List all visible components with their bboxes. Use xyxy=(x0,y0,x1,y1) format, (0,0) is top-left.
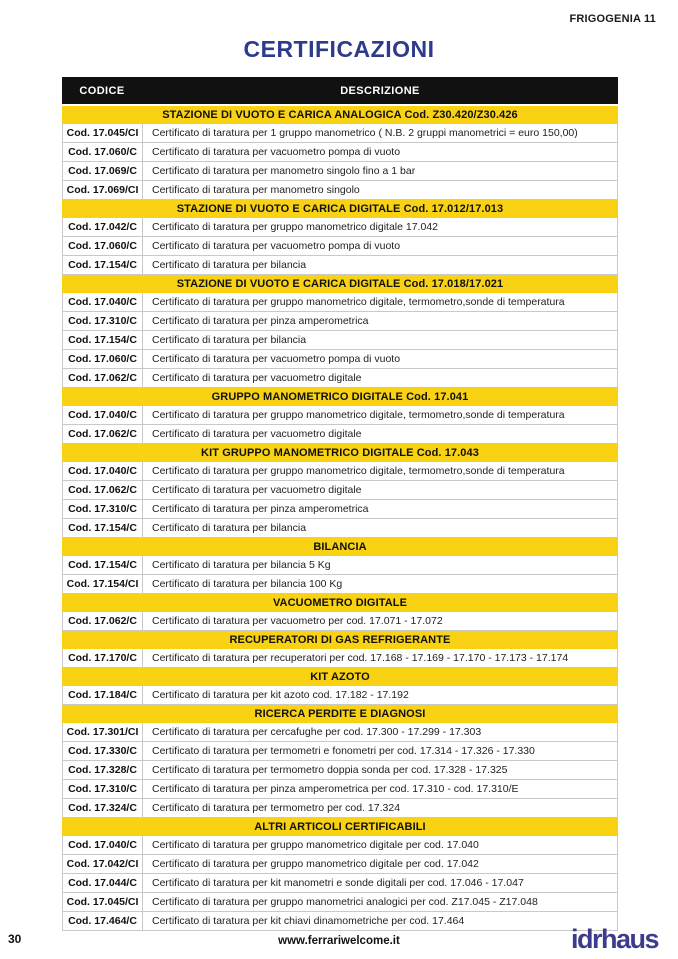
brand-header: FRIGOGENIA 11 xyxy=(569,13,656,25)
row-description: Certificato di taratura per pinza amperometrica xyxy=(152,503,369,515)
row-code: Cod. 17.042/CI xyxy=(63,855,143,873)
row-code: Cod. 17.184/C xyxy=(63,686,143,704)
table-row xyxy=(62,293,618,312)
table-row xyxy=(62,218,618,237)
row-code: Cod. 17.154/CI xyxy=(63,575,143,593)
section-header: KIT AZOTO xyxy=(62,668,618,686)
table-row xyxy=(62,312,618,331)
row-code: Cod. 17.062/C xyxy=(63,481,143,499)
row-description: Certificato di taratura per gruppo manometrico digitale per cod. 17.040 xyxy=(152,839,479,851)
row-description: Certificato di taratura per pinza amperometrica per cod. 17.310 - cod. 17.310/E xyxy=(152,783,519,795)
row-description: Certificato di taratura per vacuometro digitale xyxy=(152,484,362,496)
row-description: Certificato di taratura per gruppo manometrici analogici per cod. Z17.045 - Z17.048 xyxy=(152,896,538,908)
table-row xyxy=(62,742,618,761)
section-header: STAZIONE DI VUOTO E CARICA DIGITALE Cod. 17.012/17.013 xyxy=(62,200,618,218)
row-code: Cod. 17.040/C xyxy=(63,836,143,854)
section-header: RICERCA PERDITE E DIAGNOSI xyxy=(62,705,618,723)
row-description: Certificato di taratura per recuperatori per cod. 17.168 - 17.169 - 17.170 - 17.173 - 17.174 xyxy=(152,652,569,664)
row-code: Cod. 17.324/C xyxy=(63,799,143,817)
row-description: Certificato di taratura per bilancia xyxy=(152,334,307,346)
column-header-codice: CODICE xyxy=(79,84,125,97)
table-row xyxy=(62,181,618,200)
table-row xyxy=(62,723,618,742)
row-description: Certificato di taratura per 1 gruppo manometrico ( N.B. 2 gruppi manometrici = euro 150,00) xyxy=(152,127,578,139)
footer-url: www.ferrariwelcome.it xyxy=(278,935,400,947)
row-description: Certificato di taratura per bilancia xyxy=(152,259,307,271)
row-description: Certificato di taratura per vacuometro pompa di vuoto xyxy=(152,353,401,365)
row-code: Cod. 17.464/C xyxy=(63,912,143,930)
row-code: Cod. 17.062/C xyxy=(63,425,143,443)
row-description: Certificato di taratura per gruppo manometrico digitale, termometro,sonde di temperatura xyxy=(152,296,565,308)
row-description: Certificato di taratura per gruppo manometrico digitale per cod. 17.042 xyxy=(152,858,479,870)
table-row xyxy=(62,369,618,388)
row-description: Certificato di taratura per manometro singolo fino a 1 bar xyxy=(152,165,416,177)
row-code: Cod. 17.042/C xyxy=(63,218,143,236)
table-row xyxy=(62,780,618,799)
table-row xyxy=(62,350,618,369)
table-row xyxy=(62,799,618,818)
section-header: RECUPERATORI DI GAS REFRIGERANTE xyxy=(62,631,618,649)
row-code: Cod. 17.060/C xyxy=(63,350,143,368)
row-code: Cod. 17.040/C xyxy=(63,293,143,311)
row-description: Certificato di taratura per termometri e fonometri per cod. 17.314 - 17.326 - 17.330 xyxy=(152,745,535,757)
row-code: Cod. 17.069/C xyxy=(63,162,143,180)
row-description: Certificato di taratura per gruppo manometrico digitale 17.042 xyxy=(152,221,438,233)
table-header-row xyxy=(62,77,618,104)
row-code: Cod. 17.069/CI xyxy=(63,181,143,199)
row-code: Cod. 17.045/CI xyxy=(63,124,143,142)
row-code: Cod. 17.040/C xyxy=(63,406,143,424)
table-body xyxy=(62,106,618,931)
table-row xyxy=(62,874,618,893)
row-code: Cod. 17.154/C xyxy=(63,519,143,537)
certifications-table xyxy=(62,77,618,931)
row-description: Certificato di taratura per vacuometro digitale xyxy=(152,372,362,384)
row-code: Cod. 17.060/C xyxy=(63,143,143,161)
row-code: Cod. 17.330/C xyxy=(63,742,143,760)
table-row xyxy=(62,425,618,444)
table-row xyxy=(62,237,618,256)
table-row xyxy=(62,500,618,519)
row-description: Certificato di taratura per bilancia xyxy=(152,522,307,534)
row-code: Cod. 17.045/CI xyxy=(63,893,143,911)
row-code: Cod. 17.044/C xyxy=(63,874,143,892)
row-code: Cod. 17.310/C xyxy=(63,500,143,518)
table-row xyxy=(62,124,618,143)
row-description: Certificato di taratura per cercafughe per cod. 17.300 - 17.299 - 17.303 xyxy=(152,726,482,738)
table-row xyxy=(62,462,618,481)
row-code: Cod. 17.301/CI xyxy=(63,723,143,741)
row-description: Certificato di taratura per termometro doppia sonda per cod. 17.328 - 17.325 xyxy=(152,764,508,776)
table-row xyxy=(62,761,618,780)
section-header: KIT GRUPPO MANOMETRICO DIGITALE Cod. 17.043 xyxy=(62,444,618,462)
row-description: Certificato di taratura per vacuometro digitale xyxy=(152,428,362,440)
column-header-descrizione: DESCRIZIONE xyxy=(340,84,420,97)
table-row xyxy=(62,649,618,668)
row-code: Cod. 17.040/C xyxy=(63,462,143,480)
table-row xyxy=(62,519,618,538)
row-description: Certificato di taratura per bilancia 100 Kg xyxy=(152,578,343,590)
section-header: VACUOMETRO DIGITALE xyxy=(62,594,618,612)
table-row xyxy=(62,686,618,705)
table-row xyxy=(62,836,618,855)
row-code: Cod. 17.310/C xyxy=(63,780,143,798)
page-title: CERTIFICAZIONI xyxy=(243,36,435,62)
table-row xyxy=(62,331,618,350)
row-code: Cod. 17.170/C xyxy=(63,649,143,667)
row-description: Certificato di taratura per vacuometro pompa di vuoto xyxy=(152,240,401,252)
table-row xyxy=(62,256,618,275)
table-row xyxy=(62,556,618,575)
table-row xyxy=(62,481,618,500)
table-row xyxy=(62,162,618,181)
row-description: Certificato di taratura per termometro per cod. 17.324 xyxy=(152,802,401,814)
row-description: Certificato di taratura per gruppo manometrico digitale, termometro,sonde di temperatura xyxy=(152,409,565,421)
row-code: Cod. 17.310/C xyxy=(63,312,143,330)
row-code: Cod. 17.060/C xyxy=(63,237,143,255)
row-code: Cod. 17.154/C xyxy=(63,331,143,349)
row-description: Certificato di taratura per pinza amperometrica xyxy=(152,315,369,327)
row-description: Certificato di taratura per vacuometro pompa di vuoto xyxy=(152,146,401,158)
row-description: Certificato di taratura per kit manometri e sonde digitali per cod. 17.046 - 17.047 xyxy=(152,877,524,889)
table-row xyxy=(62,406,618,425)
section-header: GRUPPO MANOMETRICO DIGITALE Cod. 17.041 xyxy=(62,388,618,406)
row-code: Cod. 17.062/C xyxy=(63,369,143,387)
table-row xyxy=(62,893,618,912)
row-description: Certificato di taratura per gruppo manometrico digitale, termometro,sonde di temperatura xyxy=(152,465,565,477)
table-row xyxy=(62,143,618,162)
table-row xyxy=(62,575,618,594)
row-code: Cod. 17.154/C xyxy=(63,256,143,274)
row-description: Certificato di taratura per kit azoto cod. 17.182 - 17.192 xyxy=(152,689,409,701)
row-code: Cod. 17.062/C xyxy=(63,612,143,630)
row-description: Certificato di taratura per bilancia 5 Kg xyxy=(152,559,331,571)
table-row xyxy=(62,612,618,631)
section-header: BILANCIA xyxy=(62,538,618,556)
idrhaus-logo: idrhaus xyxy=(570,924,658,954)
row-description: Certificato di taratura per manometro singolo xyxy=(152,184,360,196)
page-number: 30 xyxy=(8,932,22,946)
row-description: Certificato di taratura per vacuometro per cod. 17.071 - 17.072 xyxy=(152,615,443,627)
section-header: STAZIONE DI VUOTO E CARICA DIGITALE Cod. 17.018/17.021 xyxy=(62,275,618,293)
section-header: ALTRI ARTICOLI CERTIFICABILI xyxy=(62,818,618,836)
table-row xyxy=(62,855,618,874)
row-code: Cod. 17.328/C xyxy=(63,761,143,779)
row-description: Certificato di taratura per kit chiavi dinamometriche per cod. 17.464 xyxy=(152,915,465,927)
row-code: Cod. 17.154/C xyxy=(63,556,143,574)
section-header: STAZIONE DI VUOTO E CARICA ANALOGICA Cod. Z30.420/Z30.426 xyxy=(62,106,618,124)
table-row xyxy=(62,912,618,931)
